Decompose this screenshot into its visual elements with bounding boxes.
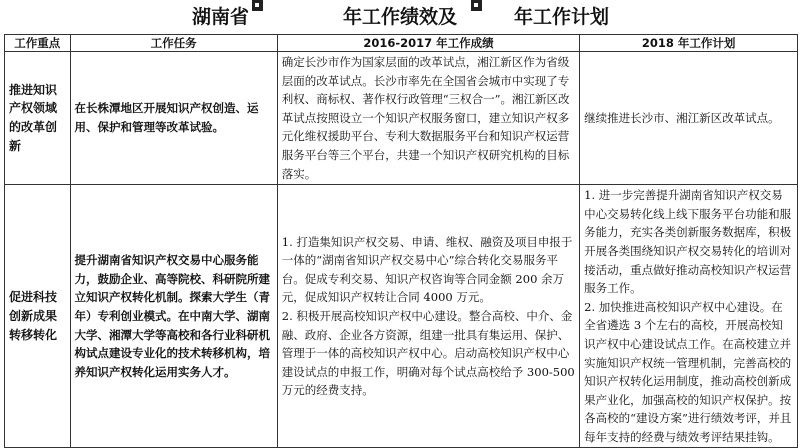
- column-header: 2018 年工作计划: [580, 35, 798, 52]
- missing-glyph-icon: [471, 0, 482, 11]
- plan-cell: [580, 185, 798, 448]
- task-cell: 在长株潭地区开展知识产权创造、运用、保护和管理等改革试验。: [70, 52, 277, 185]
- title-plan: 年工作计划: [514, 6, 610, 28]
- document-title: [0, 0, 804, 34]
- column-header: 2016-2017 年工作成绩: [277, 35, 579, 52]
- table-header-row: [5, 35, 798, 52]
- title-performance: 年工作绩效及: [343, 6, 458, 28]
- work-plan-table: [4, 34, 798, 448]
- table-row: [5, 185, 798, 448]
- task-cell: 提升湖南省知识产权交易中心服务能力，鼓励企业、高等院校、科研院所建立知识产权转化机制。探索大学生（青年）专利创业模式。在中南大学、湖南大学、湘潭大学等高校和各行业科研机构试点建设专业化的技术转移机构，培养知识产权转化运用实务人才。: [70, 185, 277, 448]
- plan-paragraph: 2. 加快推进高校知识产权中心建设。在全省遴选 3 个左右的高校，开展高校知识产权中心建设试点工作。在高校建立并实施知识产权统一管理机制，完善高校的知识产权转化运用制度，推动高校创新成果产业化，加强高校的知识产权保护。按各高校的“建设方案”进行绩效考评，并且每年支持的经费与绩效考评结果挂钩。: [584, 299, 792, 444]
- missing-glyph-icon: [252, 0, 263, 11]
- achievement-cell: [277, 52, 579, 185]
- title-province: 湖南省: [192, 6, 250, 28]
- achievement-paragraph: 1. 打造集知识产权交易、申请、维权、融资及项目申报于一体的“湖南省知识产权交易中心”综合转化交易服务平台。促成专利交易、知识产权咨询等合同金额 200 余万元，促成知识产权转让合同 4000 万元。: [281, 234, 573, 305]
- achievement-cell: [277, 185, 579, 448]
- column-header: 工作任务: [70, 35, 277, 52]
- plan-paragraph: 1. 进一步完善提升湖南省知识产权交易中心交易转化线上线下服务平台功能和服务能力，充实各类创新服务数据库，积极开展各类围绕知识产权交易转化的培训对接活动，重点做好推动高校知识产权运营服务工作。: [584, 188, 792, 296]
- focus-cell: 促进科技创新成果转移转化: [5, 185, 71, 448]
- table-row: [5, 52, 798, 185]
- achievement-paragraph: 2. 积极开展高校知识产权中心建设。整合高校、中介、金融、政府、企业各方资源，组建一批具有集运用、保护、管理于一体的高校知识产权中心。启动高校知识产权中心建设试点的申报工作，明确对每个试点高校给予 300-500 万元的经费支持。: [281, 309, 575, 398]
- plan-cell: [580, 52, 798, 185]
- column-header: 工作重点: [5, 35, 71, 52]
- focus-cell: 推进知识产权领域的改革创新: [5, 52, 71, 185]
- plan-paragraph: 继续推进长沙市、湘江新区改革试点。: [584, 110, 780, 125]
- achievement-paragraph: 确定长沙市作为国家层面的改革试点，湘江新区作为省级层面的改革试点。长沙市率先在全国省会城市中实现了专利权、商标权、著作权行政管理“三权合一”。湘江新区改革试点按照设立一个知识产权服务窗口，建立知识产权多元化维权援助平台、专利大数据服务平台和知识产权运营服务平台等三个平台，共建一个知识产权研究机构的目标落实。: [281, 55, 570, 181]
